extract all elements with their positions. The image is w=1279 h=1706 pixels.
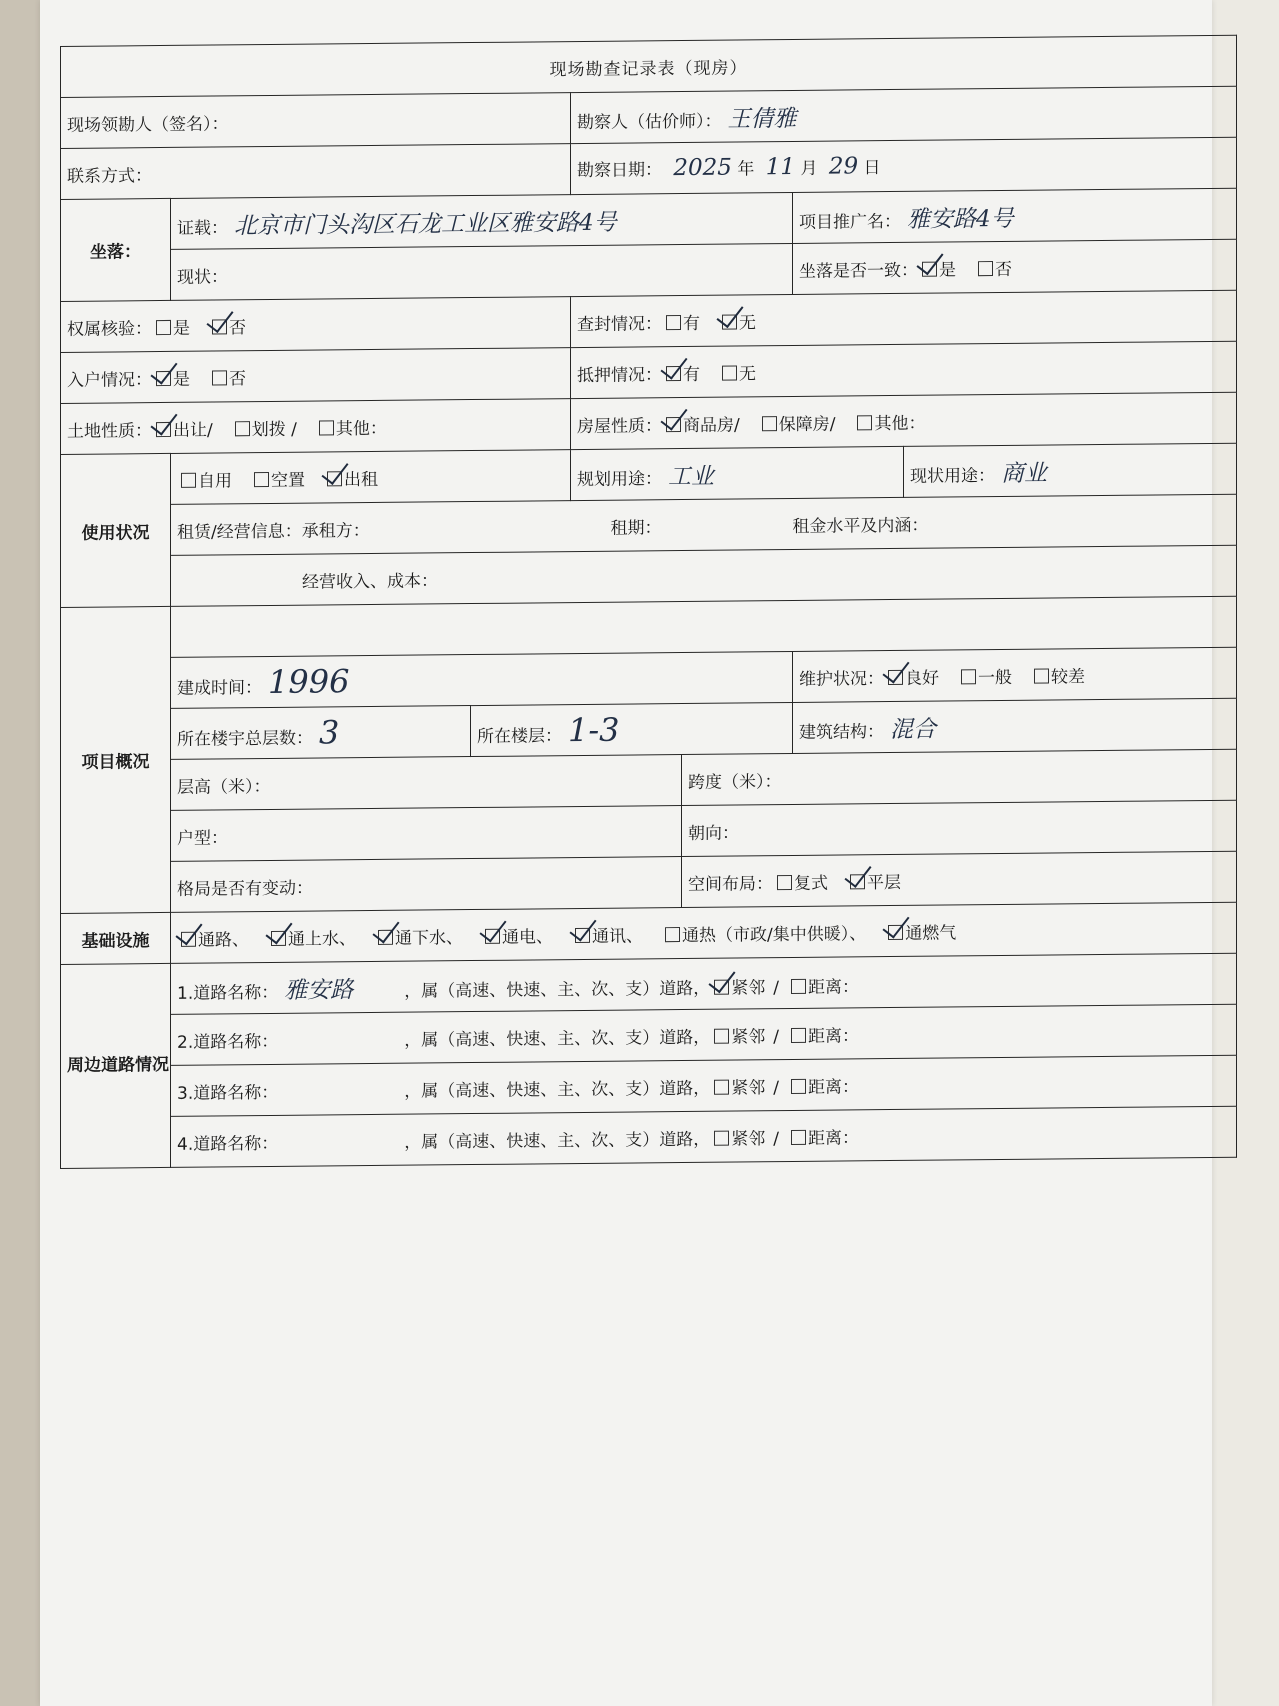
road-row-4 — [171, 1106, 1237, 1167]
mortgage-option-label: 无 — [739, 363, 756, 384]
checkbox-icon — [714, 1130, 729, 1145]
space-label: 空间布局： — [688, 873, 773, 895]
consistent-option — [974, 259, 1012, 279]
mortgage-options — [662, 364, 774, 385]
contact-cell — [61, 144, 571, 200]
road-adjacent-label: 紧邻 — [731, 977, 766, 999]
checked-box-icon — [378, 929, 393, 944]
ownership-option-label: 是 — [173, 318, 190, 339]
consistent-label: 坐落是否一致： — [799, 260, 918, 282]
road-adjacent-label: 紧邻 — [731, 1077, 766, 1099]
built-cell — [171, 651, 793, 708]
structure-cell — [793, 698, 1237, 753]
maint-label: 维护状况： — [799, 668, 884, 690]
checkbox-icon — [961, 669, 976, 684]
floor-cell — [471, 702, 793, 756]
consistent-option-label: 是 — [939, 259, 956, 281]
land-option-label: 其他： — [335, 418, 387, 439]
checkbox-icon — [156, 319, 171, 334]
land-option-label: 出让/ — [173, 420, 213, 441]
infra-option — [374, 928, 463, 949]
space-option-label: 复式 — [794, 873, 828, 894]
road-name-value — [284, 1147, 404, 1148]
checked-box-icon — [181, 931, 196, 946]
land-option — [152, 420, 213, 441]
date-cell — [571, 137, 1237, 194]
house-option-label: 保障房/ — [778, 414, 836, 435]
entry-option — [208, 369, 246, 389]
infra-label: 基础设施 — [61, 912, 171, 964]
house-option — [758, 414, 836, 435]
usage-option — [323, 469, 378, 490]
infra-option-label: 通电、 — [502, 926, 553, 948]
date-year: 2025 — [673, 154, 732, 182]
height-label: 层高（米）： — [177, 776, 271, 798]
checked-box-icon — [212, 319, 227, 334]
checkbox-icon — [762, 416, 777, 431]
infra-option — [267, 929, 356, 950]
usage-option-label: 出租 — [344, 469, 378, 490]
road-name-value: 雅安路 — [284, 976, 354, 1004]
house-options — [662, 413, 943, 436]
checkbox-icon — [666, 315, 681, 330]
checkbox-icon — [714, 1079, 729, 1094]
entry-option-label: 是 — [173, 369, 190, 390]
road-separator: / — [773, 977, 779, 998]
date-label: 勘察日期： — [577, 160, 662, 182]
mortgage-option-label: 有 — [683, 364, 700, 385]
land-option — [315, 418, 387, 439]
house-cell — [571, 392, 1237, 449]
maint-options — [884, 666, 1103, 688]
maint-option-label: 较差 — [1051, 666, 1085, 687]
checkbox-icon — [791, 1027, 806, 1042]
land-option-label: 划拨 / — [251, 419, 297, 440]
house-option-label: 商品房/ — [683, 414, 740, 436]
layout-change-cell — [171, 857, 682, 913]
consistent-option-label: 否 — [995, 259, 1012, 280]
road-distance-label: 距离： — [807, 1025, 859, 1047]
usage-options-cell — [171, 450, 571, 505]
date-day-unit: 日 — [863, 158, 881, 179]
location-label: 坐落： — [61, 198, 171, 301]
checkbox-icon — [791, 1078, 806, 1093]
current-use-cell — [904, 443, 1237, 497]
date-day: 29 — [828, 153, 859, 180]
ownership-cell — [61, 297, 571, 353]
form-title: 现场勘查记录表（现房） — [61, 35, 1237, 97]
road-class-text: ，属（高速、快速、主、次、支）道路， — [404, 1027, 711, 1051]
road-adjacent-label: 紧邻 — [731, 1128, 766, 1150]
status-label: 现状： — [177, 266, 228, 288]
mortgage-label: 抵押情况： — [577, 364, 662, 386]
land-options — [152, 418, 405, 440]
entry-label: 入户情况： — [67, 369, 152, 391]
usage-option — [177, 471, 232, 492]
checked-box-icon — [922, 261, 937, 276]
road-name-label: 道路名称： — [193, 1082, 279, 1104]
checkbox-icon — [665, 927, 680, 942]
road-adjacent-label: 紧邻 — [731, 1026, 766, 1048]
plan-use-cell — [571, 446, 904, 500]
consistent-options — [918, 259, 1030, 280]
floor-value: 1-3 — [568, 710, 620, 750]
surveyor-signature: 王倩雅 — [727, 105, 797, 133]
space-option-label: 平层 — [867, 872, 901, 893]
rent-label: 租金水平及内涵： — [792, 515, 929, 537]
road-distance-label: 距离： — [807, 976, 859, 998]
floors-total-label: 所在楼宇总层数： — [177, 728, 313, 750]
survey-form-table — [60, 35, 1237, 1169]
built-value: 1996 — [268, 662, 350, 702]
infra-option — [481, 927, 553, 948]
checkbox-icon — [714, 1028, 729, 1043]
checkbox-icon — [212, 370, 227, 385]
checkbox-icon — [978, 261, 993, 276]
date-month-unit: 月 — [800, 158, 818, 179]
checked-box-icon — [271, 930, 286, 945]
maint-cell — [793, 647, 1237, 702]
usage-option-label: 空置 — [271, 470, 305, 491]
checkbox-icon — [1034, 668, 1049, 683]
promo-label: 项目推广名： — [799, 211, 901, 233]
promo-name: 雅安路4号 — [907, 205, 1014, 233]
checkbox-icon — [319, 420, 334, 435]
checked-box-icon — [327, 471, 342, 486]
seal-label: 查封情况： — [577, 313, 662, 335]
infra-option-label: 通路、 — [198, 929, 249, 951]
floor-label: 所在楼层： — [477, 726, 562, 747]
entry-cell — [61, 348, 571, 404]
usage-label: 使用状况 — [61, 453, 171, 607]
ownership-label: 权属核验： — [67, 318, 152, 340]
maint-option — [957, 667, 1012, 688]
checkbox-icon — [235, 421, 250, 436]
promo-cell — [793, 188, 1237, 243]
current-use-label: 现状用途： — [910, 465, 995, 487]
cert-address: 北京市门头沟区石龙工业区雅安路4号 — [234, 209, 617, 239]
structure-label: 建筑结构： — [799, 721, 884, 743]
ownership-option-label: 否 — [229, 317, 246, 338]
consistent-cell — [793, 239, 1237, 294]
road-number: 3. — [177, 1083, 194, 1104]
plan-use-label: 规划用途： — [577, 468, 662, 490]
ownership-option — [152, 318, 190, 338]
road-distance-label: 距离： — [807, 1127, 859, 1149]
road-number: 4. — [177, 1134, 194, 1155]
road-distance-label: 距离： — [807, 1076, 859, 1098]
checkbox-icon — [791, 1129, 806, 1144]
status-cell — [171, 243, 793, 300]
infra-option — [661, 924, 866, 946]
space-options — [773, 872, 919, 893]
orient-label: 朝向： — [688, 822, 739, 844]
type-label: 户型： — [177, 827, 228, 849]
road-class-text: ，属（高速、快速、主、次、支）道路， — [404, 1129, 711, 1153]
cert-cell — [171, 192, 793, 249]
usage-option — [250, 470, 305, 491]
cert-label: 证载： — [177, 217, 228, 239]
seal-option — [718, 313, 756, 333]
checked-box-icon — [722, 314, 737, 329]
checked-box-icon — [850, 874, 865, 889]
floors-total-cell — [171, 706, 471, 760]
consistent-option — [918, 260, 956, 280]
road-name-label: 道路名称： — [193, 1031, 279, 1053]
space-option — [846, 872, 901, 893]
plan-use-value: 工业 — [668, 463, 714, 490]
house-label: 房屋性质： — [577, 415, 662, 437]
road-name-label: 道路名称： — [193, 1133, 279, 1155]
span-label: 跨度（米）： — [688, 771, 782, 793]
road-name-label: 道路名称： — [193, 982, 279, 1004]
built-label: 建成时间： — [177, 678, 262, 699]
mortgage-cell — [571, 341, 1237, 398]
lease-info-label: 租赁/经营信息：承租方： — [177, 520, 370, 543]
infra-options — [177, 923, 974, 951]
seal-option-label: 无 — [739, 312, 756, 333]
surveyor-label: 勘察人（估价师）： — [577, 111, 722, 133]
checked-box-icon — [666, 417, 681, 432]
checked-box-icon — [888, 669, 903, 684]
entry-option-label: 否 — [229, 368, 246, 389]
space-option — [773, 873, 828, 894]
mortgage-option — [662, 364, 700, 384]
guide-cell — [61, 93, 571, 149]
road-number: 2. — [177, 1032, 194, 1053]
checked-box-icon — [156, 370, 171, 385]
roads-label: 周边道路情况 — [61, 963, 171, 1168]
lease-term-label: 租期： — [610, 517, 662, 539]
road-name-value — [284, 1096, 404, 1097]
checkbox-icon — [857, 415, 872, 430]
checked-box-icon — [575, 927, 590, 942]
checkbox-icon — [254, 471, 269, 486]
orient-cell — [682, 800, 1237, 856]
span-cell — [682, 749, 1237, 805]
road-separator: / — [773, 1077, 779, 1098]
date-year-unit: 年 — [737, 159, 755, 180]
checked-box-icon — [666, 366, 681, 381]
land-cell — [61, 399, 571, 455]
date-month: 11 — [765, 153, 796, 181]
house-option — [662, 415, 740, 436]
seal-option — [662, 313, 700, 333]
seal-option-label: 有 — [683, 313, 700, 334]
overview-label: 项目概况 — [61, 606, 171, 913]
type-cell — [171, 806, 682, 862]
infra-option — [571, 926, 643, 947]
layout-change-label: 格局是否有变动： — [177, 878, 313, 900]
space-cell — [682, 851, 1237, 907]
checked-box-icon — [156, 421, 171, 436]
height-cell — [171, 755, 682, 811]
infra-option-label: 通上水、 — [288, 928, 356, 950]
house-option-label: 其他： — [874, 413, 926, 434]
ownership-option — [208, 318, 246, 338]
road-name-value — [284, 1045, 404, 1046]
floors-total-value: 3 — [319, 713, 340, 752]
house-option — [853, 413, 925, 434]
road-separator: / — [773, 1128, 779, 1149]
infra-option-label: 通讯、 — [592, 925, 643, 947]
checked-box-icon — [714, 979, 729, 994]
land-option — [231, 419, 297, 440]
infra-option-label: 通热（市政/集中供暖）、 — [682, 923, 867, 946]
surveyor-cell — [571, 86, 1237, 143]
infra-option — [177, 930, 249, 951]
infra-option-label: 通燃气 — [905, 922, 957, 944]
checkbox-icon — [791, 978, 806, 993]
infra-option-label: 通下水、 — [395, 927, 463, 949]
seal-cell — [571, 290, 1237, 347]
road-number: 1. — [177, 983, 194, 1004]
checked-box-icon — [888, 924, 903, 939]
contact-label: 联系方式： — [67, 165, 152, 187]
entry-option — [152, 369, 190, 389]
guide-label: 现场领勘人（签名）： — [67, 113, 229, 136]
road-class-text: ，属（高速、快速、主、次、支）道路， — [404, 1078, 711, 1102]
mortgage-option — [718, 364, 756, 384]
seal-options — [662, 313, 774, 334]
current-use-value: 商业 — [1001, 460, 1047, 487]
maint-option-label: 一般 — [978, 667, 1012, 688]
survey-form — [60, 35, 1236, 1606]
infra-option — [884, 923, 956, 944]
maint-option — [1030, 667, 1085, 688]
road-separator: / — [773, 1026, 779, 1047]
usage-options — [177, 469, 396, 491]
checkbox-icon — [181, 472, 196, 487]
road-class-text: ，属（高速、快速、主、次、支）道路， — [404, 978, 711, 1002]
checkbox-icon — [722, 365, 737, 380]
checkbox-icon — [777, 874, 792, 889]
maint-option — [884, 668, 939, 689]
structure-value: 混合 — [890, 716, 936, 743]
ownership-options — [152, 318, 264, 339]
land-label: 土地性质： — [67, 420, 152, 442]
income-label: 经营收入、成本： — [302, 570, 438, 593]
checked-box-icon — [485, 928, 500, 943]
entry-options — [152, 369, 264, 390]
maint-option-label: 良好 — [905, 668, 939, 689]
usage-option-label: 自用 — [198, 470, 232, 492]
